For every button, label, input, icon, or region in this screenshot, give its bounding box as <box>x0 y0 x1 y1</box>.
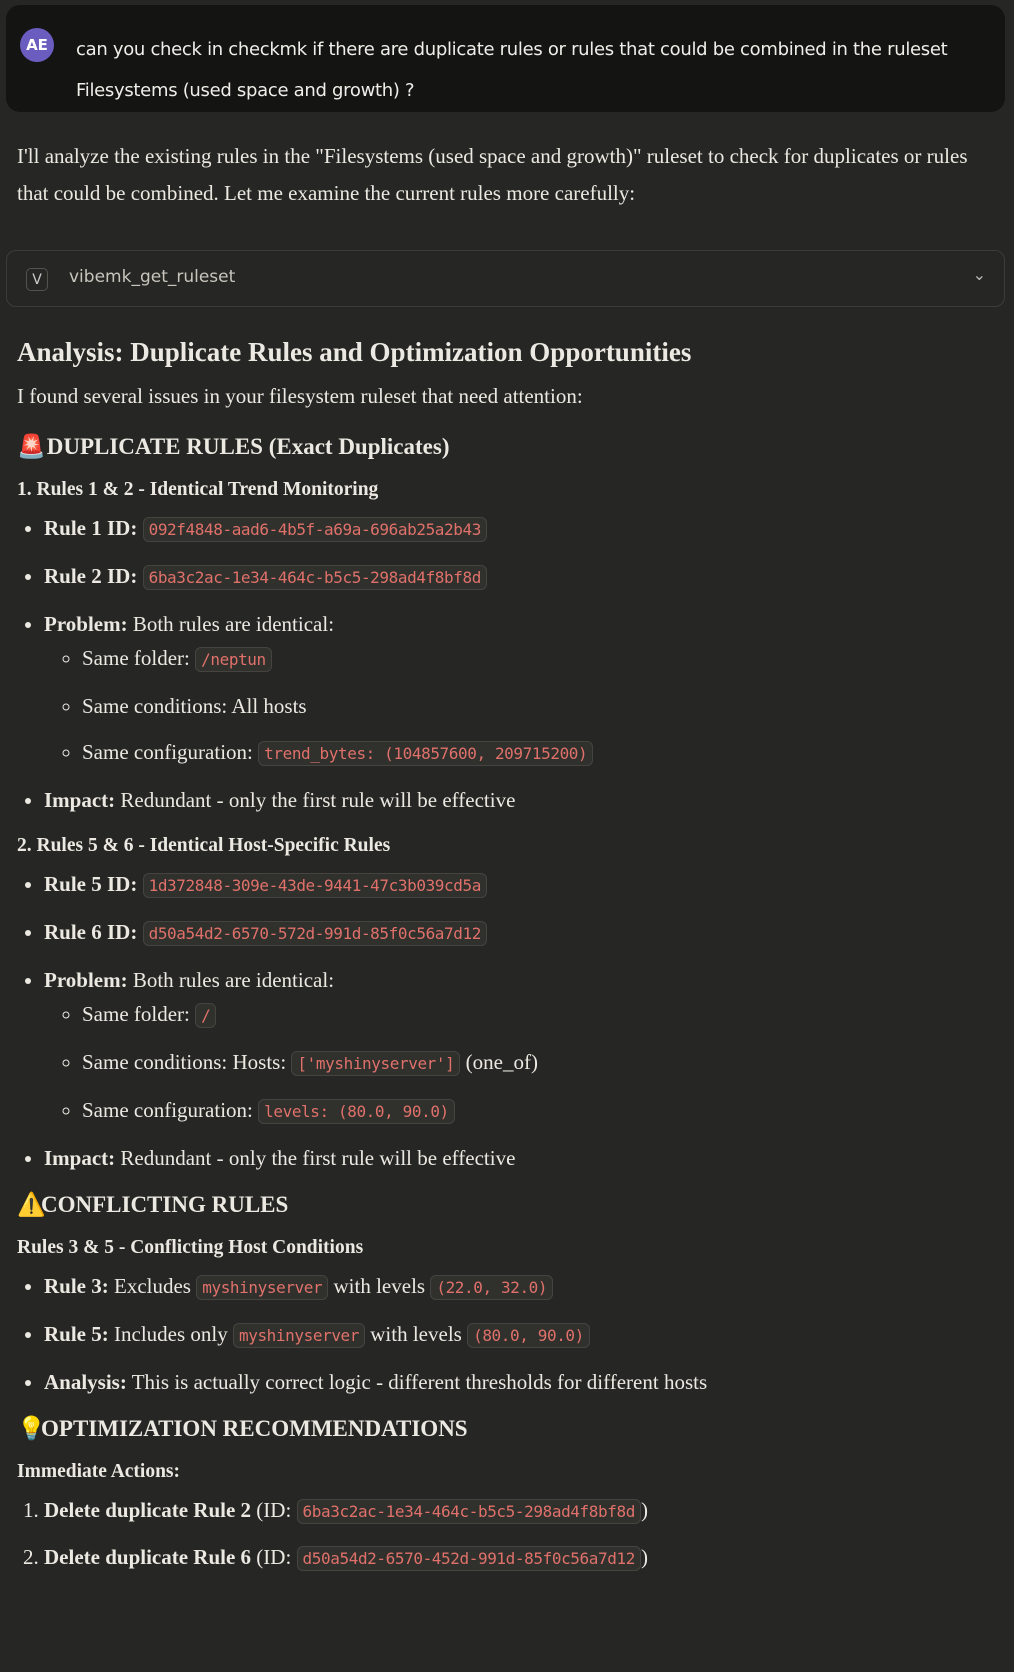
host-code: myshinyserver <box>233 1323 365 1348</box>
list-item: ◦ Same conditions: Hosts: ['myshinyserver'] (one_of) <box>82 1047 1007 1079</box>
config-code: trend_bytes: (104857600, 209715200) <box>258 741 593 766</box>
response-title: Analysis: Duplicate Rules and Optimization Opportunities <box>17 337 692 367</box>
warning-icon: ⚠️ <box>17 1192 46 1217</box>
list-item: • Rule 6 ID: d50a54d2-6570-572d-991d-85f0c56a7d12 <box>44 917 1007 949</box>
rule-id: 6ba3c2ac-1e34-464c-b5c5-298ad4f8bf8d <box>143 565 487 590</box>
list-item: • Impact: Redundant - only the first rule will be effective <box>44 785 1007 815</box>
user-message-text: can you check in checkmk if there are duplicate rules or rules that could be combined in the ruleset Filesystems (used space and growth) ? <box>76 39 948 101</box>
list-item: • Rule 2 ID: 6ba3c2ac-1e34-464c-b5c5-298ad4f8bf8d <box>44 561 1007 593</box>
rule-id: d50a54d2-6570-452d-991d-85f0c56a7d12 <box>297 1546 641 1571</box>
duplicate-heading-text: DUPLICATE RULES (Exact Duplicates) <box>46 434 450 459</box>
rule-id: 1d372848-309e-43de-9441-47c3b039cd5a <box>143 873 487 898</box>
list-item: • Problem: Both rules are identical: ◦ Same folder: / ◦ Same conditions: Hosts: ['myshinyserver'] (one_of) ◦ Same configuration: levels: (80.0, 90.0) <box>44 965 1007 1127</box>
levels-code: (22.0, 32.0) <box>430 1275 553 1300</box>
immediate-actions-heading: Immediate Actions: <box>17 1461 181 1482</box>
tool-call-toggle[interactable] <box>6 250 1005 307</box>
list-item: 1. Delete duplicate Rule 2 (ID: 6ba3c2ac-1e34-464c-b5c5-298ad4f8bf8d ) <box>44 1495 1007 1527</box>
levels-code: (80.0, 90.0) <box>467 1323 590 1348</box>
user-message <box>6 5 1005 112</box>
list-item: • Impact: Redundant - only the first rule will be effective <box>44 1143 1007 1173</box>
conflicting-heading <box>17 1189 1007 1221</box>
tool-icon: V <box>26 268 48 291</box>
chevron-down-icon[interactable]: ⌄ <box>972 265 986 284</box>
group1-list <box>17 513 1007 815</box>
assistant-intro: I'll analyze the existing rules in the "Filesystems (used space and growth)" ruleset to check for duplicates or rules that could be combined. Let me examine the current rules more carefully: <box>17 144 968 205</box>
rule-id: 092f4848-aad6-4b5f-a69a-696ab25a2b43 <box>143 517 487 542</box>
lightbulb-icon: 💡 <box>17 1416 46 1441</box>
avatar: AE <box>20 28 54 62</box>
list-item: ◦ Same configuration: trend_bytes: (104857600, 209715200) <box>82 737 1007 769</box>
group2-heading: 2. Rules 5 & 6 - Identical Host-Specific Rules <box>17 835 391 856</box>
group2-list <box>17 869 1007 1173</box>
assistant-response <box>17 332 1007 1589</box>
list-item: 2. Delete duplicate Rule 6 (ID: d50a54d2-6570-452d-991d-85f0c56a7d12 ) <box>44 1542 1007 1574</box>
list-item: • Rule 5 ID: 1d372848-309e-43de-9441-47c3b039cd5a <box>44 869 1007 901</box>
optimization-heading <box>17 1413 1007 1445</box>
config-code: levels: (80.0, 90.0) <box>258 1099 455 1124</box>
rule-id: d50a54d2-6570-572d-991d-85f0c56a7d12 <box>143 921 487 946</box>
group1-heading: 1. Rules 1 & 2 - Identical Trend Monitoring <box>17 479 379 500</box>
list-item: • Rule 5: Includes only myshinyserver with levels (80.0, 90.0) <box>44 1319 1007 1351</box>
summary: I found several issues in your filesystem ruleset that need attention: <box>17 384 583 408</box>
optimization-heading-text: OPTIMIZATION RECOMMENDATIONS <box>41 1416 468 1441</box>
list-item: ◦ Same configuration: levels: (80.0, 90.0) <box>82 1095 1007 1127</box>
folder-code: / <box>195 1003 216 1028</box>
tool-name: vibemk_get_ruleset <box>69 267 236 287</box>
folder-code: /neptun <box>195 647 272 672</box>
list-item: • Analysis: This is actually correct logic - different thresholds for different hosts <box>44 1367 1007 1397</box>
list-item: ◦ Same conditions: All hosts <box>82 691 1007 721</box>
list-item: • Problem: Both rules are identical: ◦ Same folder: /neptun ◦ Same conditions: All hosts ◦ Same configuration: trend_bytes: (104857600, 209715200) <box>44 609 1007 769</box>
list-item: • Rule 3: Excludes myshinyserver with levels (22.0, 32.0) <box>44 1271 1007 1303</box>
host-code: myshinyserver <box>196 1275 328 1300</box>
siren-icon: 🚨 <box>17 434 46 459</box>
duplicate-heading <box>17 431 1007 463</box>
conflicting-subheading: Rules 3 & 5 - Conflicting Host Conditions <box>17 1237 364 1258</box>
list-item: • Rule 1 ID: 092f4848-aad6-4b5f-a69a-696ab25a2b43 <box>44 513 1007 545</box>
actions-list <box>17 1495 1007 1574</box>
rule-id: 6ba3c2ac-1e34-464c-b5c5-298ad4f8bf8d <box>297 1499 641 1524</box>
conflicting-list <box>17 1271 1007 1397</box>
conflicting-heading-text: CONFLICTING RULES <box>41 1192 289 1217</box>
list-item: ◦ Same folder: /neptun <box>82 643 1007 675</box>
hosts-code: ['myshinyserver'] <box>291 1051 460 1076</box>
list-item: ◦ Same folder: / <box>82 999 1007 1031</box>
